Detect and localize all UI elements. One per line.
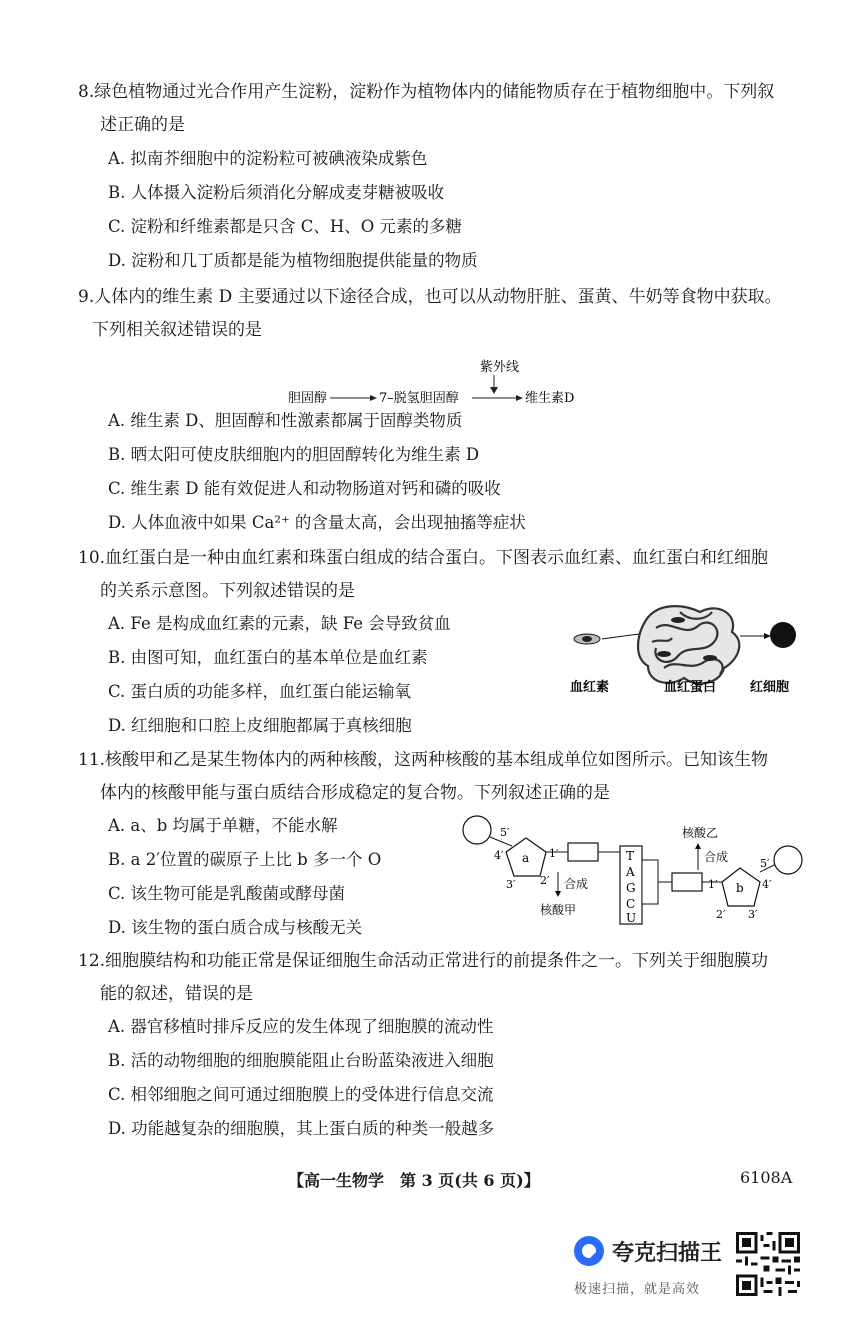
exam-code: 6108A [740,1168,793,1187]
scanner-brand [572,1232,732,1302]
option-b[interactable]: B. 晒太阳可使皮肤细胞内的胆固醇转化为维生素 D [108,445,480,464]
question-12 [78,945,808,1011]
pos-1-label: 1′ [708,878,718,891]
sugar-a-label: a [522,851,530,865]
pos-1-label: 1′ [549,847,559,860]
phosphate-icon [774,846,802,874]
question-9 [78,281,808,347]
question-stem: 10.血红蛋白是一种由血红素和珠蛋白组成的结合蛋白。下图表示血红素、血红蛋白和红细胞 [78,548,769,568]
option-c[interactable]: C. 该生物可能是乳酸菌或酵母菌 [108,884,346,903]
question-stem: 12.细胞膜结构和功能正常是保证细胞生命活动正常进行的前提条件之一。下列关于细胞膜功 [78,951,769,971]
pos-3-label: 3′ [506,878,516,891]
base-g: G [626,881,636,895]
option-b[interactable]: B. 由图可知，血红蛋白的基本单位是血红素 [108,648,428,667]
heme-icon [574,634,600,644]
pos-2-label: 2′ [540,874,550,887]
option-a[interactable]: A. 维生素 D、胆固醇和性激素都属于固醇类物质 [108,411,463,430]
question-stem: 9.人体内的维生素 D 主要通过以下途径合成，也可以从动物肝脏、蛋黄、牛奶等食物中获取。 [78,287,782,307]
step-vitamin-d: 维生素D [525,391,575,406]
vitamin-d-pathway-diagram [280,355,600,410]
page-footer: 【高一生物学 第 3 页(共 6 页)】 [288,1171,540,1190]
brand-logo-icon [572,1234,606,1268]
label-hemoglobin: 血红蛋白 [664,680,717,695]
option-a[interactable]: A. Fe 是构成血红素的元素，缺 Fe 会导致贫血 [108,614,451,633]
option-a[interactable]: A. 器官移植时排斥反应的发生体现了细胞膜的流动性 [108,1017,494,1036]
option-d[interactable]: D. 功能越复杂的细胞膜，其上蛋白质的种类一般越多 [108,1119,495,1138]
base-box-left [568,843,598,861]
sugar-b-label: b [736,881,744,895]
base-c: C [626,897,636,911]
bases-box-inner [642,860,658,904]
label-rbc: 红细胞 [750,680,790,695]
hemoglobin-icon [638,606,739,683]
option-c[interactable]: C. 蛋白质的功能多样，血红蛋白能运输氧 [108,682,412,701]
pos-4-label: 4′ [494,849,504,862]
question-stem: 体内的核酸甲能与蛋白质结合形成稳定的复合物。下列叙述正确的是 [100,783,610,803]
qr-code-icon[interactable] [736,1232,800,1296]
hemoglobin-diagram [560,598,810,698]
question-stem: 下列相关叙述错误的是 [92,320,262,340]
pos-2-label: 2′ [716,908,726,921]
base-box-right [672,873,702,891]
question-8 [78,76,808,142]
question-stem: 的关系示意图。下列叙述错误的是 [100,581,355,601]
question-11 [78,744,808,810]
brand-name: 夸克扫描王 [612,1241,723,1266]
uv-label: 紫外线 [480,360,520,375]
option-b[interactable]: B. 活的动物细胞的细胞膜能阻止台盼蓝染液进入细胞 [108,1051,494,1070]
option-d[interactable]: D. 淀粉和几丁质都是能为植物细胞提供能量的物质 [108,251,478,270]
product-b-label: 核酸乙 [682,826,719,840]
red-blood-cell-icon [770,622,796,648]
nucleotide-diagram [460,812,805,932]
option-b[interactable]: B. a 2′位置的碳原子上比 b 多一个 O [108,850,382,869]
option-c[interactable]: C. 相邻细胞之间可通过细胞膜上的受体进行信息交流 [108,1085,494,1104]
pos-5-label: 5′ [500,826,510,839]
step-cholesterol: 胆固醇 [288,391,328,406]
pos-3-label: 3′ [748,908,758,921]
product-a-label: 核酸甲 [540,903,577,917]
question-stem: 能的叙述，错误的是 [100,984,253,1004]
option-d[interactable]: D. 红细胞和口腔上皮细胞都属于真核细胞 [108,716,412,735]
option-d[interactable]: D. 该生物的蛋白质合成与核酸无关 [108,918,363,937]
label-heme: 血红素 [570,680,610,695]
question-stem: 8.绿色植物通过光合作用产生淀粉，淀粉作为植物体内的储能物质存在于植物细胞中。下列叙 [78,82,775,102]
pos-5-label: 5′ [760,857,770,870]
option-c[interactable]: C. 淀粉和纤维素都是只含 C、H、O 元素的多糖 [108,217,463,236]
option-b[interactable]: B. 人体摄入淀粉后须消化分解成麦芽糖被吸收 [108,183,445,202]
brand-slogan: 极速扫描，就是高效 [574,1282,701,1297]
option-d[interactable]: D. 人体血液中如果 Ca²⁺ 的含量太高，会出现抽搐等症状 [108,513,526,532]
phosphate-icon [463,816,491,844]
step-7-dehydrocholesterol: 7–脱氢胆固醇 [379,391,459,406]
pos-4-label: 4′ [762,878,772,891]
base-a: A [626,865,635,879]
base-t: T [626,849,635,863]
option-a[interactable]: A. 拟南芥细胞中的淀粉粒可被碘液染成紫色 [108,149,428,168]
question-stem: 11.核酸甲和乙是某生物体内的两种核酸，这两种核酸的基本组成单位如图所示。已知该生物 [78,750,769,770]
synth-label: 合成 [704,850,729,864]
option-c[interactable]: C. 维生素 D 能有效促进人和动物肠道对钙和磷的吸收 [108,479,501,498]
base-u: U [626,911,637,925]
option-a[interactable]: A. a、b 均属于单糖，不能水解 [108,816,338,835]
synth-label: 合成 [564,877,589,891]
question-stem: 述正确的是 [100,115,185,135]
